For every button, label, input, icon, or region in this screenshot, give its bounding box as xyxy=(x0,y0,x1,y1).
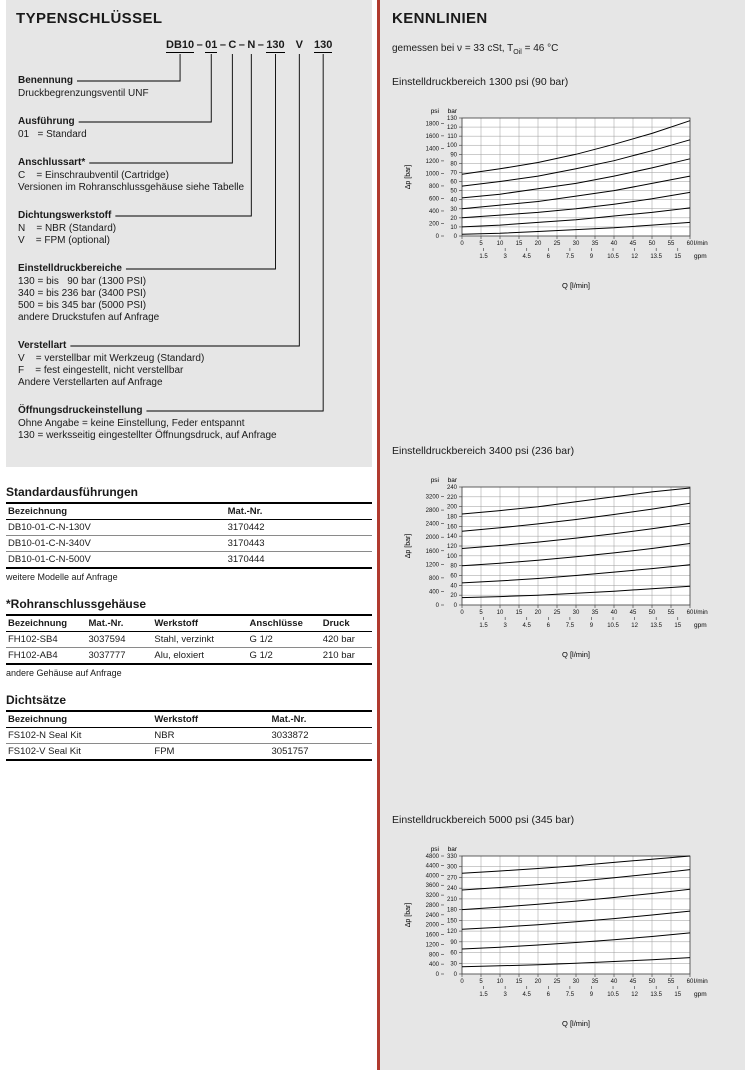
svg-text:1800: 1800 xyxy=(425,121,439,128)
svg-text:60: 60 xyxy=(450,573,457,580)
svg-text:7.5: 7.5 xyxy=(565,992,575,998)
table-cell: 3170442 xyxy=(226,520,372,536)
svg-text:4.5: 4.5 xyxy=(522,254,531,260)
measurement-condition xyxy=(392,43,735,56)
svg-text:10: 10 xyxy=(450,224,457,231)
svg-text:0: 0 xyxy=(460,610,464,616)
svg-text:35: 35 xyxy=(591,610,599,616)
svg-text:Q [l/min]: Q [l/min] xyxy=(562,650,590,659)
type-code-sections xyxy=(18,70,364,442)
svg-text:40: 40 xyxy=(610,241,618,247)
svg-text:300: 300 xyxy=(446,864,457,871)
svg-text:55: 55 xyxy=(667,241,675,247)
svg-text:140: 140 xyxy=(446,534,457,541)
svg-text:20: 20 xyxy=(534,979,542,985)
svg-text:45: 45 xyxy=(629,979,637,985)
table-cell: FH102-AB4 xyxy=(8,650,58,661)
svg-text:15: 15 xyxy=(674,254,682,260)
svg-text:80: 80 xyxy=(450,161,457,168)
type-code-section xyxy=(18,70,364,100)
svg-text:50: 50 xyxy=(450,188,457,195)
svg-text:1200: 1200 xyxy=(425,562,439,569)
svg-text:70: 70 xyxy=(450,170,457,177)
svg-text:5: 5 xyxy=(479,979,483,985)
chart-svg xyxy=(398,473,718,663)
svg-text:40: 40 xyxy=(610,979,618,985)
section-text-line: Ohne Angabe = keine Einstellung, Feder entspannt xyxy=(18,418,245,429)
condition-subscript: Oil xyxy=(513,49,522,56)
section-text-line: 130 = werksseitig eingestellter Öffnungsdruck, auf Anfrage xyxy=(18,430,277,441)
svg-text:6: 6 xyxy=(546,623,550,629)
kennlinien-heading: KENNLINIEN xyxy=(392,10,488,27)
svg-text:15: 15 xyxy=(674,992,682,998)
table-cell: DB10-01-C-N-340V xyxy=(6,536,226,552)
svg-text:10.5: 10.5 xyxy=(607,623,619,629)
code-segment: V xyxy=(295,39,303,51)
svg-text:bar: bar xyxy=(447,846,457,853)
section-text-line: C = Einschraubventil (Cartridge) xyxy=(18,170,169,181)
pipe-housing-block xyxy=(6,597,372,678)
section-text-line: 340 = bis 236 bar (3400 PSI) xyxy=(18,288,147,299)
table-cell: DB10-01-C-N-500V xyxy=(8,554,91,565)
section-title: Benennung xyxy=(18,75,73,86)
svg-text:90: 90 xyxy=(450,152,457,159)
column-header: Bezeichnung xyxy=(6,503,226,520)
svg-text:600: 600 xyxy=(428,196,439,203)
table-row xyxy=(6,744,372,761)
svg-text:80: 80 xyxy=(450,563,457,570)
svg-text:45: 45 xyxy=(629,241,637,247)
standard-versions-block xyxy=(6,485,372,582)
pipe-housing-table xyxy=(6,614,372,665)
svg-text:60: 60 xyxy=(450,179,457,186)
section-text-line: V = verstellbar mit Werkzeug (Standard) xyxy=(18,353,205,364)
svg-text:10: 10 xyxy=(496,610,504,616)
svg-text:20: 20 xyxy=(534,241,542,247)
standard-versions-title: Standardausführungen xyxy=(6,485,139,499)
condition-suffix: = 46 °C xyxy=(521,43,559,54)
column-header: Bezeichnung xyxy=(6,711,152,728)
svg-text:160: 160 xyxy=(446,524,457,531)
svg-text:30: 30 xyxy=(450,961,457,968)
svg-text:7.5: 7.5 xyxy=(565,254,575,260)
svg-text:gpm: gpm xyxy=(694,622,707,629)
code-separator: – xyxy=(219,39,226,51)
svg-text:200: 200 xyxy=(446,504,457,511)
svg-text:15: 15 xyxy=(674,623,682,629)
section-text-line: 01 = Standard xyxy=(18,129,87,140)
code-segment: DB10 xyxy=(166,39,195,51)
svg-text:1600: 1600 xyxy=(425,133,439,140)
svg-text:l/min: l/min xyxy=(694,240,708,247)
svg-text:4800: 4800 xyxy=(425,854,439,860)
svg-text:psi: psi xyxy=(430,846,439,853)
code-separator: – xyxy=(238,39,245,51)
svg-text:13.5: 13.5 xyxy=(650,992,663,998)
table-cell: FS102-N Seal Kit xyxy=(6,728,152,744)
column-header: Bezeichnung xyxy=(6,615,87,632)
column-header: Werkstoff xyxy=(152,615,247,632)
svg-text:Δp [bar]: Δp [bar] xyxy=(405,164,412,190)
svg-text:0: 0 xyxy=(435,234,439,240)
svg-text:1200: 1200 xyxy=(425,942,439,949)
table-row xyxy=(6,728,372,744)
table-row xyxy=(6,632,372,648)
section-title: Ausführung xyxy=(18,116,75,127)
svg-text:Δp [bar]: Δp [bar] xyxy=(405,533,412,559)
table-cell: Stahl, verzinkt xyxy=(152,632,247,648)
chart-title-3400psi: Einstelldruckbereich 3400 psi (236 bar) xyxy=(392,445,575,457)
svg-text:Q [l/min]: Q [l/min] xyxy=(562,1019,590,1028)
table-cell: 3033872 xyxy=(270,728,373,744)
seal-kits-table xyxy=(6,710,372,761)
table-row xyxy=(6,648,372,665)
svg-text:5: 5 xyxy=(479,241,483,247)
svg-text:25: 25 xyxy=(553,979,561,985)
svg-text:4000: 4000 xyxy=(425,873,439,880)
table-cell: FS102-V Seal Kit xyxy=(8,746,81,757)
svg-text:25: 25 xyxy=(553,610,561,616)
section-title: Anschlussart* xyxy=(18,157,86,168)
section-text-line: Versionen im Rohranschlussgehäuse siehe Tabelle xyxy=(18,182,245,193)
svg-text:50: 50 xyxy=(648,979,656,985)
svg-text:12: 12 xyxy=(631,992,638,998)
svg-text:10.5: 10.5 xyxy=(607,992,619,998)
svg-text:0: 0 xyxy=(435,972,439,978)
table-cell: DB10-01-C-N-130V xyxy=(6,520,226,536)
svg-text:2400: 2400 xyxy=(425,912,439,919)
section-text-line: andere Druckstufen auf Anfrage xyxy=(18,312,160,323)
table-header-row xyxy=(6,615,372,632)
table-cell: 3170443 xyxy=(226,536,372,552)
svg-text:1.5: 1.5 xyxy=(479,623,488,629)
svg-text:15: 15 xyxy=(515,979,523,985)
svg-text:3: 3 xyxy=(503,623,507,629)
svg-text:35: 35 xyxy=(591,241,599,247)
svg-text:0: 0 xyxy=(453,603,457,609)
svg-text:330: 330 xyxy=(446,854,457,860)
chart-block-3400psi xyxy=(390,445,735,668)
type-code-panel xyxy=(6,0,372,467)
type-code-section xyxy=(18,111,364,141)
svg-text:40: 40 xyxy=(450,583,457,590)
type-code-section xyxy=(18,152,364,194)
svg-text:100: 100 xyxy=(446,553,457,560)
svg-text:1.5: 1.5 xyxy=(479,254,488,260)
chart-title-5000psi: Einstelldruckbereich 5000 psi (345 bar) xyxy=(392,814,575,826)
table-header-row xyxy=(6,711,372,728)
code-segment: N xyxy=(247,39,256,51)
svg-text:2800: 2800 xyxy=(425,902,439,909)
svg-text:9: 9 xyxy=(589,992,594,998)
svg-text:1400: 1400 xyxy=(425,146,439,153)
table-cell: FPM xyxy=(154,746,175,757)
type-code-section xyxy=(18,335,364,389)
code-separator: – xyxy=(196,39,203,51)
svg-text:180: 180 xyxy=(446,514,457,521)
section-text-line: N = NBR (Standard) xyxy=(18,223,117,234)
table-cell: 3170444 xyxy=(227,554,265,565)
svg-text:210: 210 xyxy=(446,896,457,903)
svg-text:1.5: 1.5 xyxy=(479,992,488,998)
chart-title-1300psi: Einstelldruckbereich 1300 psi (90 bar) xyxy=(392,76,569,88)
svg-text:30: 30 xyxy=(572,241,580,247)
seal-kits-title: Dichtsätze xyxy=(6,693,67,707)
svg-text:9: 9 xyxy=(589,254,594,260)
svg-text:Δp [bar]: Δp [bar] xyxy=(405,902,412,928)
svg-text:15: 15 xyxy=(515,241,523,247)
type-code xyxy=(166,39,364,53)
column-header: Werkstoff xyxy=(152,711,269,728)
svg-text:800: 800 xyxy=(428,575,439,582)
svg-text:bar: bar xyxy=(447,108,457,115)
svg-text:150: 150 xyxy=(446,918,457,925)
left-column xyxy=(6,0,372,776)
svg-text:60: 60 xyxy=(686,610,694,616)
svg-text:400: 400 xyxy=(428,208,439,215)
type-code-section xyxy=(18,205,364,247)
standard-versions-table xyxy=(6,502,372,569)
section-title: Dichtungswerkstoff xyxy=(18,210,112,221)
svg-text:2000: 2000 xyxy=(425,922,439,929)
column-header: Druck xyxy=(321,615,372,632)
svg-text:25: 25 xyxy=(553,241,561,247)
svg-text:4.5: 4.5 xyxy=(522,623,531,629)
code-segment: 01 xyxy=(205,39,218,51)
svg-text:45: 45 xyxy=(629,610,637,616)
column-header: Anschlüsse xyxy=(248,615,321,632)
column-header: Mat.-Nr. xyxy=(87,615,153,632)
svg-text:35: 35 xyxy=(591,979,599,985)
svg-text:15: 15 xyxy=(515,610,523,616)
standard-versions-note: weitere Modelle auf Anfrage xyxy=(6,572,118,582)
svg-text:55: 55 xyxy=(667,979,675,985)
svg-text:1600: 1600 xyxy=(425,548,439,555)
table-cell: 3037777 xyxy=(88,650,126,661)
svg-text:12: 12 xyxy=(631,254,638,260)
section-text-line: V = FPM (optional) xyxy=(18,235,110,246)
svg-text:120: 120 xyxy=(446,544,457,550)
svg-text:1200: 1200 xyxy=(425,158,439,165)
table-cell: 3037594 xyxy=(87,632,153,648)
table-cell: NBR xyxy=(152,728,269,744)
svg-text:50: 50 xyxy=(648,241,656,247)
condition-prefix: gemessen bei ν = 33 cSt, T xyxy=(392,43,514,54)
tables-area xyxy=(6,485,372,761)
section-text-line: F = fest eingestellt, nicht verstellbar xyxy=(18,365,184,376)
svg-text:0: 0 xyxy=(460,979,464,985)
svg-text:psi: psi xyxy=(430,477,439,484)
svg-text:800: 800 xyxy=(428,183,439,190)
seal-kits-block xyxy=(6,693,372,761)
svg-text:30: 30 xyxy=(450,206,457,213)
table-cell: FH102-SB4 xyxy=(6,632,87,648)
table-row xyxy=(6,552,372,569)
svg-text:200: 200 xyxy=(428,221,439,228)
svg-text:400: 400 xyxy=(428,962,439,969)
svg-text:1600: 1600 xyxy=(425,932,439,939)
section-title: Öffnungsdruckeinstellung xyxy=(18,405,143,416)
svg-text:100: 100 xyxy=(446,143,457,150)
code-segment: C xyxy=(228,39,237,51)
svg-text:4.5: 4.5 xyxy=(522,992,531,998)
table-cell: G 1/2 xyxy=(249,650,273,661)
svg-text:120: 120 xyxy=(446,125,457,132)
svg-text:13.5: 13.5 xyxy=(650,254,663,260)
svg-text:2000: 2000 xyxy=(425,535,439,542)
svg-text:40: 40 xyxy=(610,610,618,616)
svg-text:10: 10 xyxy=(496,979,504,985)
code-separator: – xyxy=(257,39,264,51)
svg-text:gpm: gpm xyxy=(694,991,707,998)
chart-block-1300psi xyxy=(390,76,735,299)
code-segment: 130 xyxy=(313,39,333,51)
svg-text:30: 30 xyxy=(572,979,580,985)
code-segment: 130 xyxy=(266,39,285,51)
section-title: Einstelldruckbereiche xyxy=(18,263,122,274)
svg-text:3: 3 xyxy=(503,254,507,260)
section-text-line: Druckbegrenzungsventil UNF xyxy=(18,88,149,99)
svg-text:10.5: 10.5 xyxy=(607,254,619,260)
svg-text:3: 3 xyxy=(503,992,507,998)
type-code-diagram xyxy=(14,39,364,442)
chart-svg xyxy=(398,842,718,1032)
right-column xyxy=(380,0,745,1070)
pipe-housing-note: andere Gehäuse auf Anfrage xyxy=(6,668,122,678)
section-text-line: 130 = bis 90 bar (1300 PSI) xyxy=(18,276,147,287)
column-header: Mat.-Nr. xyxy=(270,711,373,728)
svg-text:40: 40 xyxy=(450,197,457,204)
svg-text:90: 90 xyxy=(450,939,457,946)
svg-text:60: 60 xyxy=(686,241,694,247)
svg-text:400: 400 xyxy=(428,589,439,596)
pressure-flow-chart-1300psi xyxy=(398,104,735,299)
column-header: Mat.-Nr. xyxy=(226,503,372,520)
svg-text:6: 6 xyxy=(546,992,550,998)
svg-text:20: 20 xyxy=(450,593,457,600)
section-text-line: Andere Verstellarten auf Anfrage xyxy=(18,377,163,388)
svg-text:psi: psi xyxy=(430,108,439,115)
table-cell: 210 bar xyxy=(322,650,355,661)
svg-text:10: 10 xyxy=(496,241,504,247)
svg-text:Q [l/min]: Q [l/min] xyxy=(562,281,590,290)
table-cell: 3051757 xyxy=(271,746,309,757)
svg-text:l/min: l/min xyxy=(694,978,708,985)
svg-text:3600: 3600 xyxy=(425,883,439,890)
svg-text:l/min: l/min xyxy=(694,609,708,616)
svg-text:55: 55 xyxy=(667,610,675,616)
table-row xyxy=(6,536,372,552)
svg-text:1000: 1000 xyxy=(425,171,439,178)
table-header-row xyxy=(6,503,372,520)
svg-text:2800: 2800 xyxy=(425,508,439,515)
svg-text:0: 0 xyxy=(435,603,439,609)
table-cell: G 1/2 xyxy=(248,632,321,648)
section-text-line: 500 = bis 345 bar (5000 PSI) xyxy=(18,300,147,311)
svg-text:3200: 3200 xyxy=(425,494,439,501)
svg-text:gpm: gpm xyxy=(694,253,707,260)
svg-text:20: 20 xyxy=(534,610,542,616)
svg-text:50: 50 xyxy=(648,610,656,616)
chart-block-5000psi xyxy=(390,814,735,1037)
svg-text:240: 240 xyxy=(446,886,457,893)
svg-text:20: 20 xyxy=(450,215,457,222)
svg-text:240: 240 xyxy=(446,485,457,491)
svg-text:6: 6 xyxy=(546,254,550,260)
svg-text:2400: 2400 xyxy=(425,521,439,528)
svg-text:5: 5 xyxy=(479,610,483,616)
svg-text:12: 12 xyxy=(631,623,638,629)
table-cell: Alu, eloxiert xyxy=(154,650,205,661)
svg-text:3200: 3200 xyxy=(425,893,439,900)
table-cell: 420 bar xyxy=(321,632,372,648)
typenschluessel-heading: TYPENSCHLÜSSEL xyxy=(16,10,163,27)
section-title: Verstellart xyxy=(18,340,67,351)
table-row xyxy=(6,520,372,536)
svg-text:800: 800 xyxy=(428,952,439,959)
svg-text:13.5: 13.5 xyxy=(650,623,663,629)
chart-svg xyxy=(398,104,718,294)
svg-text:30: 30 xyxy=(572,610,580,616)
svg-text:110: 110 xyxy=(447,134,457,141)
svg-text:0: 0 xyxy=(453,234,457,240)
svg-text:9: 9 xyxy=(589,623,594,629)
svg-text:4400: 4400 xyxy=(425,863,439,870)
type-code-section xyxy=(18,258,364,324)
pressure-flow-chart-5000psi xyxy=(398,842,735,1037)
type-code-section xyxy=(18,400,364,442)
svg-text:180: 180 xyxy=(446,907,457,914)
svg-text:220: 220 xyxy=(446,494,457,501)
pressure-flow-chart-3400psi xyxy=(398,473,735,668)
svg-text:130: 130 xyxy=(446,116,457,122)
svg-text:120: 120 xyxy=(446,929,457,936)
svg-text:270: 270 xyxy=(446,875,457,882)
svg-text:0: 0 xyxy=(453,972,457,978)
svg-text:0: 0 xyxy=(460,241,464,247)
svg-text:60: 60 xyxy=(686,979,694,985)
svg-text:60: 60 xyxy=(450,950,457,957)
pipe-housing-title: *Rohranschlussgehäuse xyxy=(6,597,147,611)
svg-text:7.5: 7.5 xyxy=(565,623,575,629)
svg-text:bar: bar xyxy=(447,477,457,484)
